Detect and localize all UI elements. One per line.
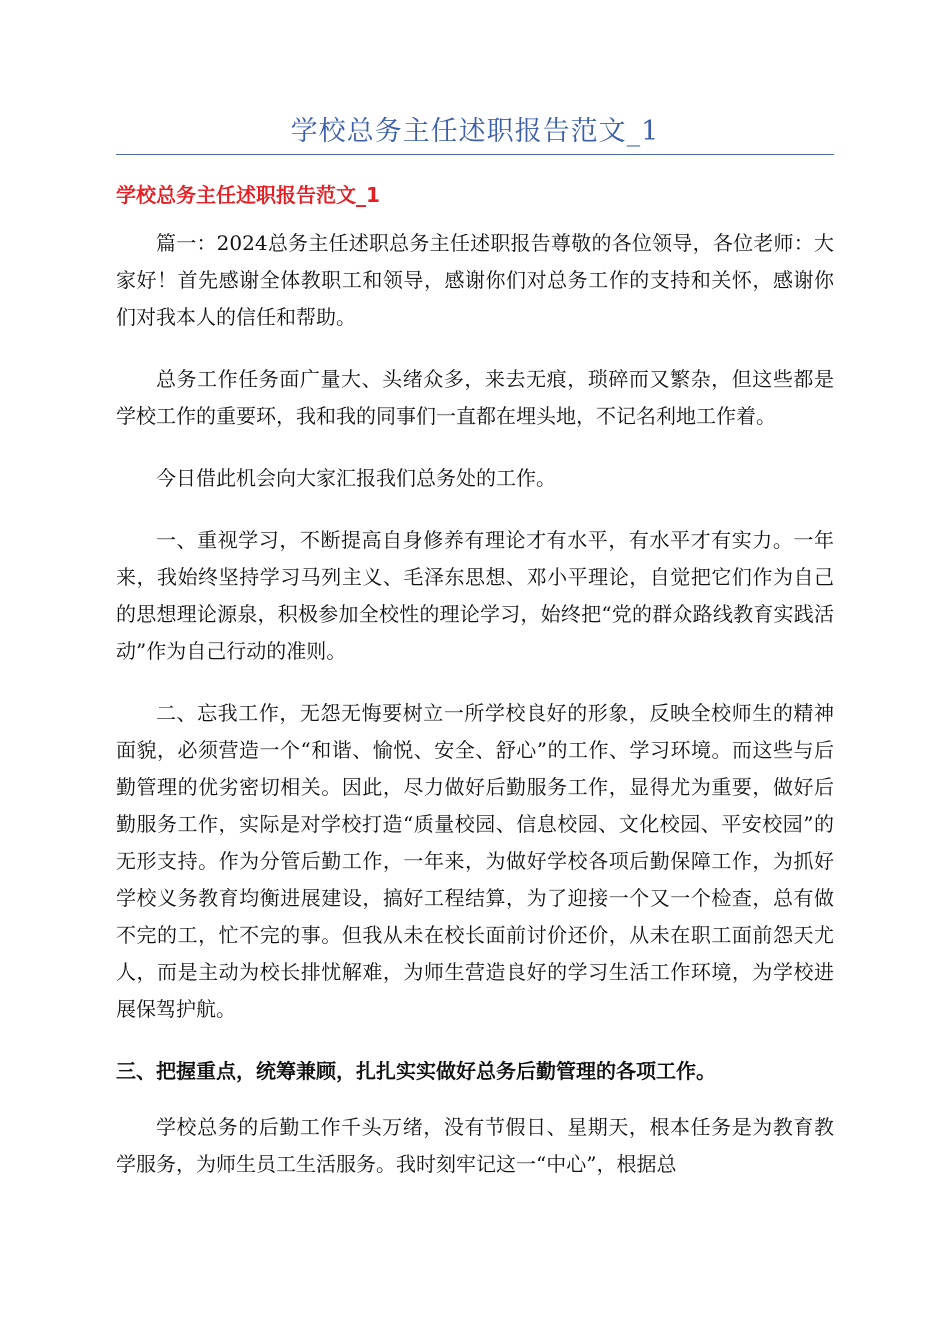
document-title: 学校总务主任述职报告范文_1	[290, 116, 660, 147]
document-body	[116, 225, 834, 1208]
paragraph-logistics: 学校总务的后勤工作千头万绪，没有节假日、星期天，根本任务是为教育教学服务，为师生员工生活服务。我时刻牢记这一“中心”，根据总	[116, 1115, 834, 1176]
paragraph-work: 二、忘我工作，无怨无悔要树立一所学校良好的形象，反映全校师生的精神面貌，必须营造一个“和谐、愉悦、安全、舒心”的工作、学习环境。而这些与后勤管理的优劣密切相关。因此，尽力做好后勤服务工作，显得尤为重要，做好后勤服务工作，实际是对学校打造“质量校园、信息校园、文化校园、平安校园”的无形支持。作为分管后勤工作，一年来，为做好学校各项后勤保障工作，为抓好学校义务教育均衡进展建设，搞好工程结算，为了迎接一个又一个检查，总有做不完的工，忙不完的事。但我从未在校长面前讨价还价，从未在职工面前怨天尤人，而是主动为校长排忧解难，为师生营造良好的学习生活工作环境，为学校进展保驾护航。	[116, 701, 834, 1021]
paragraph-report: 今日借此机会向大家汇报我们总务处的工作。	[156, 466, 556, 490]
paragraph-intro: 篇一：2024总务主任述职总务主任述职报告尊敬的各位领导，各位老师：大家好！首先感谢全体教职工和领导，感谢你们对总务工作的支持和关怀，感谢你们对我本人的信任和帮助。	[116, 231, 834, 329]
title-underline	[116, 154, 834, 155]
section-heading: 三、把握重点，统筹兼顾，扎扎实实做好总务后勤管理的各项工作。	[116, 1059, 716, 1083]
document-subtitle: 学校总务主任述职报告范文_1	[116, 183, 380, 207]
paragraph-study: 一、重视学习，不断提高自身修养有理论才有水平，有水平才有实力。一年来，我始终坚持学习马列主义、毛泽东思想、邓小平理论，自觉把它们作为自己的思想理论源泉，积极参加全校性的理论学习，始终把“党的群众路线教育实践活动”作为自己行动的准则。	[116, 528, 834, 663]
paragraph-overview: 总务工作任务面广量大、头绪众多，来去无痕，琐碎而又繁杂，但这些都是学校工作的重要环，我和我的同事们一直都在埋头地，不记名利地工作着。	[116, 367, 834, 428]
